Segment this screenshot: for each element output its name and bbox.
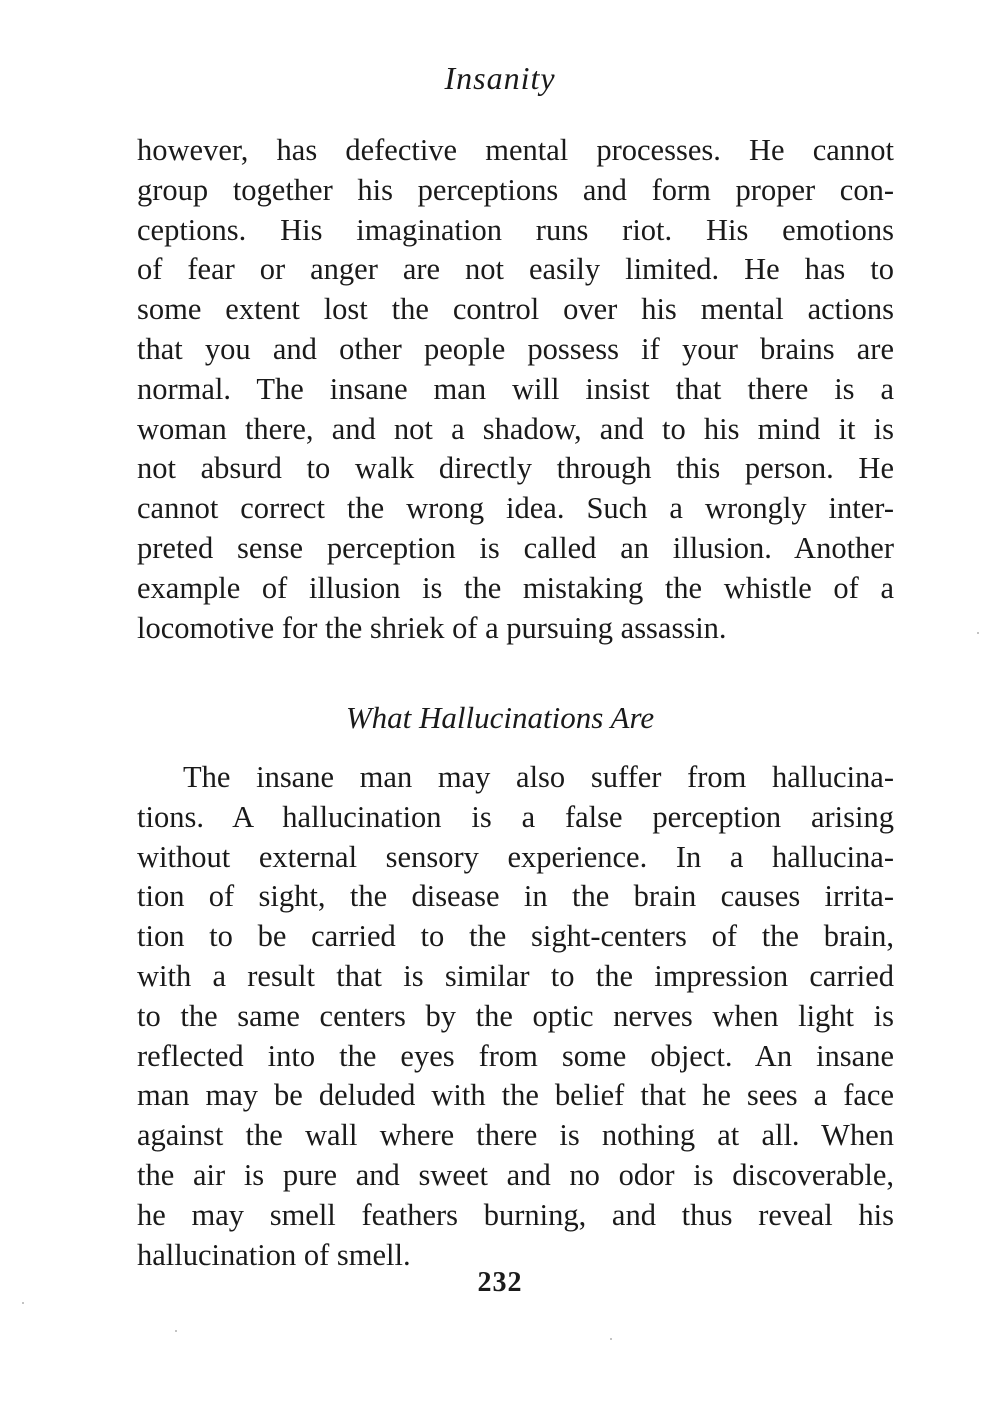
paragraph-1 <box>137 131 894 648</box>
scan-speck <box>610 1338 612 1340</box>
text-line: against the wall where there is nothing at all. When <box>137 1118 894 1153</box>
text-line: preted sense perception is called an illusion. Another <box>137 530 894 565</box>
text-line: group together his perceptions and form proper con- <box>137 172 894 207</box>
page-number: 232 <box>477 1267 523 1298</box>
scan-speck <box>22 1302 24 1304</box>
text-line: The insane man may also suffer from hallucina- <box>183 760 894 794</box>
text-line: locomotive for the shriek of a pursuing assassin. <box>137 610 727 645</box>
text-line: not absurd to walk directly through this person. He <box>137 451 894 486</box>
text-line: of fear or anger are not easily limited. He has to <box>137 252 894 287</box>
text-line: woman there, and not a shadow, and to his mind it is <box>137 411 894 446</box>
text-line: to the same centers by the optic nerves when light is <box>137 998 894 1033</box>
scan-speck <box>977 632 979 634</box>
text-line: with a result that is similar to the impression carried <box>137 958 894 993</box>
text-line: tions. A hallucination is a false perception arising <box>137 799 894 834</box>
text-line: cannot correct the wrong idea. Such a wrongly inter- <box>137 491 894 526</box>
text-line: man may be deluded with the belief that he sees a face <box>137 1078 894 1113</box>
paragraph-2 <box>137 758 894 1275</box>
text-line: tion to be carried to the sight-centers of the brain, <box>137 919 894 954</box>
text-line: however, has defective mental processes. He cannot <box>137 133 894 167</box>
text-line: tion of sight, the disease in the brain causes irrita- <box>137 879 894 914</box>
text-line: that you and other people possess if your brains are <box>137 331 894 366</box>
running-head: Insanity <box>444 60 556 96</box>
text-line: he may smell feathers burning, and thus reveal his <box>137 1197 894 1232</box>
text-line: hallucination of smell. <box>137 1237 411 1272</box>
text-line: the air is pure and sweet and no odor is discoverable, <box>137 1157 894 1192</box>
text-line: some extent lost the control over his mental actions <box>137 292 894 327</box>
text-line: without external sensory experience. In a hallucina- <box>137 839 894 874</box>
text-line: normal. The insane man will insist that there is a <box>137 371 894 406</box>
text-line: reflected into the eyes from some object. An insane <box>137 1038 894 1073</box>
section-heading: What Hallucinations Are <box>345 700 655 735</box>
scan-speck <box>175 1330 177 1332</box>
text-line: ceptions. His imagination runs riot. His emotions <box>137 212 894 247</box>
text-line: example of illusion is the mistaking the whistle of a <box>137 570 894 605</box>
